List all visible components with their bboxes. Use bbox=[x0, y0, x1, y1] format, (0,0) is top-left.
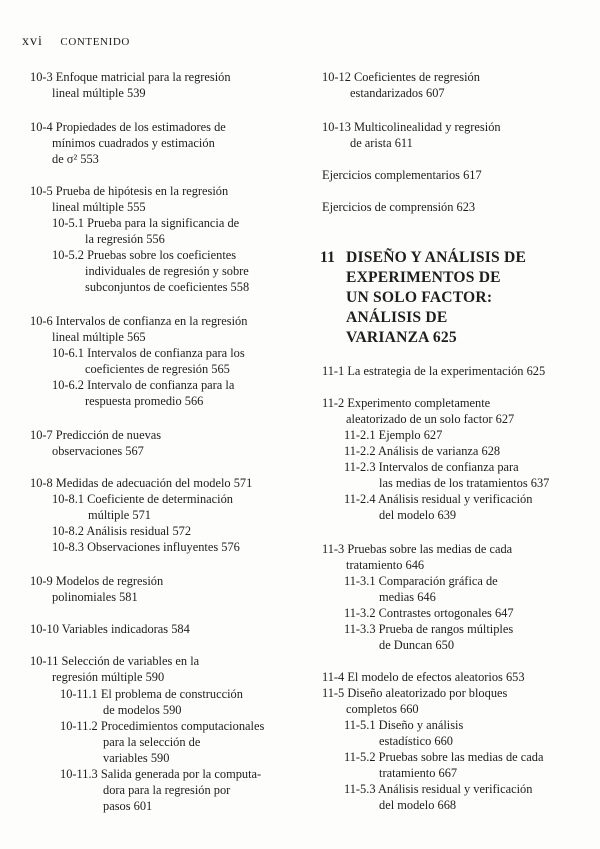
toc-entry: estadístico 660 bbox=[379, 734, 453, 748]
chapter-number: 11 bbox=[320, 249, 336, 266]
toc-entry: 10-7 Predicción de nuevas bbox=[30, 428, 162, 442]
toc-entry: la regresión 556 bbox=[85, 232, 165, 246]
toc-entry: 10-12 Coeficientes de regresión bbox=[322, 70, 480, 84]
toc-entry: coeficientes de regresión 565 bbox=[85, 362, 230, 376]
toc-entry: individuales de regresión y sobre bbox=[85, 264, 249, 278]
toc-entry: Ejercicios de comprensión 623 bbox=[322, 200, 476, 214]
toc-entry: 10-5 Prueba de hipótesis en la regresión bbox=[30, 184, 229, 198]
toc-entry: regresión múltiple 590 bbox=[52, 670, 165, 684]
toc-entry: 11-3.3 Prueba de rangos múltiples bbox=[344, 622, 514, 636]
toc-entry: tratamiento 646 bbox=[346, 558, 425, 572]
toc-entry: 10-6.2 Intervalo de confianza para la bbox=[52, 378, 235, 392]
toc-entry: 11-3.2 Contrastes ortogonales 647 bbox=[344, 606, 514, 620]
toc-entry: 10-4 Propiedades de los estimadores de bbox=[30, 120, 226, 134]
toc-entry: 11-2.1 Ejemplo 627 bbox=[344, 428, 443, 442]
page-number: xvi bbox=[22, 34, 43, 49]
toc-entry: 10-13 Multicolinealidad y regresión bbox=[322, 120, 501, 134]
toc-entry: 11-3 Pruebas sobre las medias de cada bbox=[322, 542, 513, 556]
toc-entry: completos 660 bbox=[346, 702, 419, 716]
toc-entry: para la selección de bbox=[103, 735, 201, 749]
toc-entry: 11-5.2 Pruebas sobre las medias de cada bbox=[344, 750, 544, 764]
chapter-title-line: VARIANZA 625 bbox=[346, 329, 457, 346]
toc-entry: 11-1 La estrategia de la experimentación 625 bbox=[322, 364, 546, 378]
toc-entry: respuesta promedio 566 bbox=[85, 394, 204, 408]
toc-entry: 10-6.1 Intervalos de confianza para los bbox=[52, 346, 245, 360]
toc-entry: 10-11.2 Procedimientos computacionales bbox=[60, 719, 265, 733]
toc-entry: tratamiento 667 bbox=[379, 766, 458, 780]
toc-entry: polinomiales 581 bbox=[52, 590, 138, 604]
toc-entry: lineal múltiple 565 bbox=[52, 330, 146, 344]
toc-entry: 11-2.3 Intervalos de confianza para bbox=[344, 460, 519, 474]
toc-entry: 10-5.2 Pruebas sobre los coeficientes bbox=[52, 248, 237, 262]
toc-entry: 10-3 Enfoque matricial para la regresión bbox=[30, 70, 231, 84]
toc-entry: de σ² 553 bbox=[52, 152, 99, 166]
running-title: CONTENIDO bbox=[60, 36, 130, 48]
toc-entry: 10-8.3 Observaciones influyentes 576 bbox=[52, 540, 240, 554]
chapter-title-line: EXPERIMENTOS DE bbox=[346, 269, 501, 286]
toc-entry: de modelos 590 bbox=[103, 703, 182, 717]
toc-entry: múltiple 571 bbox=[88, 508, 151, 522]
toc-entry: 10-11 Selección de variables en la bbox=[30, 654, 200, 668]
toc-entry: 10-8.2 Análisis residual 572 bbox=[52, 524, 192, 538]
toc-entry: 11-5.3 Análisis residual y verificación bbox=[344, 782, 533, 796]
toc-entry: 10-5.1 Prueba para la significancia de bbox=[52, 216, 240, 230]
toc-entry: del modelo 639 bbox=[379, 508, 457, 522]
toc-entry: 11-4 El modelo de efectos aleatorios 653 bbox=[322, 670, 525, 684]
toc-entry: dora para la regresión por bbox=[103, 783, 231, 797]
toc-entry: lineal múltiple 555 bbox=[52, 200, 146, 214]
toc-entry: 11-2 Experimento completamente bbox=[322, 396, 491, 410]
toc-entry: estandarizados 607 bbox=[350, 86, 445, 100]
toc-entry: pasos 601 bbox=[103, 799, 153, 813]
toc-entry: 10-11.3 Salida generada por la computa- bbox=[60, 767, 262, 781]
toc-entry: 10-8.1 Coeficiente de determinación bbox=[52, 492, 233, 506]
toc-entry: de Duncan 650 bbox=[379, 638, 455, 652]
toc-entry: 10-10 Variables indicadoras 584 bbox=[30, 622, 190, 636]
chapter-title-line: ANÁLISIS DE bbox=[346, 309, 448, 326]
toc-entry: 10-6 Intervalos de confianza en la regresión bbox=[30, 314, 248, 328]
toc-entry: 11-5 Diseño aleatorizado por bloques bbox=[322, 686, 508, 700]
chapter-title-line: DISEÑO Y ANÁLISIS DE bbox=[346, 249, 527, 266]
toc-entry: 10-9 Modelos de regresión bbox=[30, 574, 164, 588]
toc-entry: mínimos cuadrados y estimación bbox=[52, 136, 215, 150]
toc-entry: de arista 611 bbox=[350, 136, 413, 150]
toc-entry: del modelo 668 bbox=[379, 798, 457, 812]
toc-entry: Ejercicios complementarios 617 bbox=[322, 168, 482, 182]
toc-entry: 11-3.1 Comparación gráfica de bbox=[344, 574, 498, 588]
toc-entry: subconjuntos de coeficientes 558 bbox=[85, 280, 250, 294]
toc-entry: lineal múltiple 539 bbox=[52, 86, 146, 100]
toc-entry: observaciones 567 bbox=[52, 444, 144, 458]
toc-entry: medias 646 bbox=[379, 590, 436, 604]
chapter-title-line: UN SOLO FACTOR: bbox=[346, 289, 493, 306]
toc-entry: variables 590 bbox=[103, 751, 170, 765]
page-header bbox=[22, 34, 130, 50]
toc-entry: aleatorizado de un solo factor 627 bbox=[346, 412, 515, 426]
toc-entry: 10-8 Medidas de adecuación del modelo 571 bbox=[30, 476, 253, 490]
toc-entry: las medias de los tratamientos 637 bbox=[379, 476, 550, 490]
toc-entry: 11-5.1 Diseño y análisis bbox=[344, 718, 464, 732]
toc-entry: 10-11.1 El problema de construcción bbox=[60, 687, 243, 701]
toc-entry: 11-2.2 Análisis de varianza 628 bbox=[344, 444, 501, 458]
toc-entry: 11-2.4 Análisis residual y verificación bbox=[344, 492, 533, 506]
